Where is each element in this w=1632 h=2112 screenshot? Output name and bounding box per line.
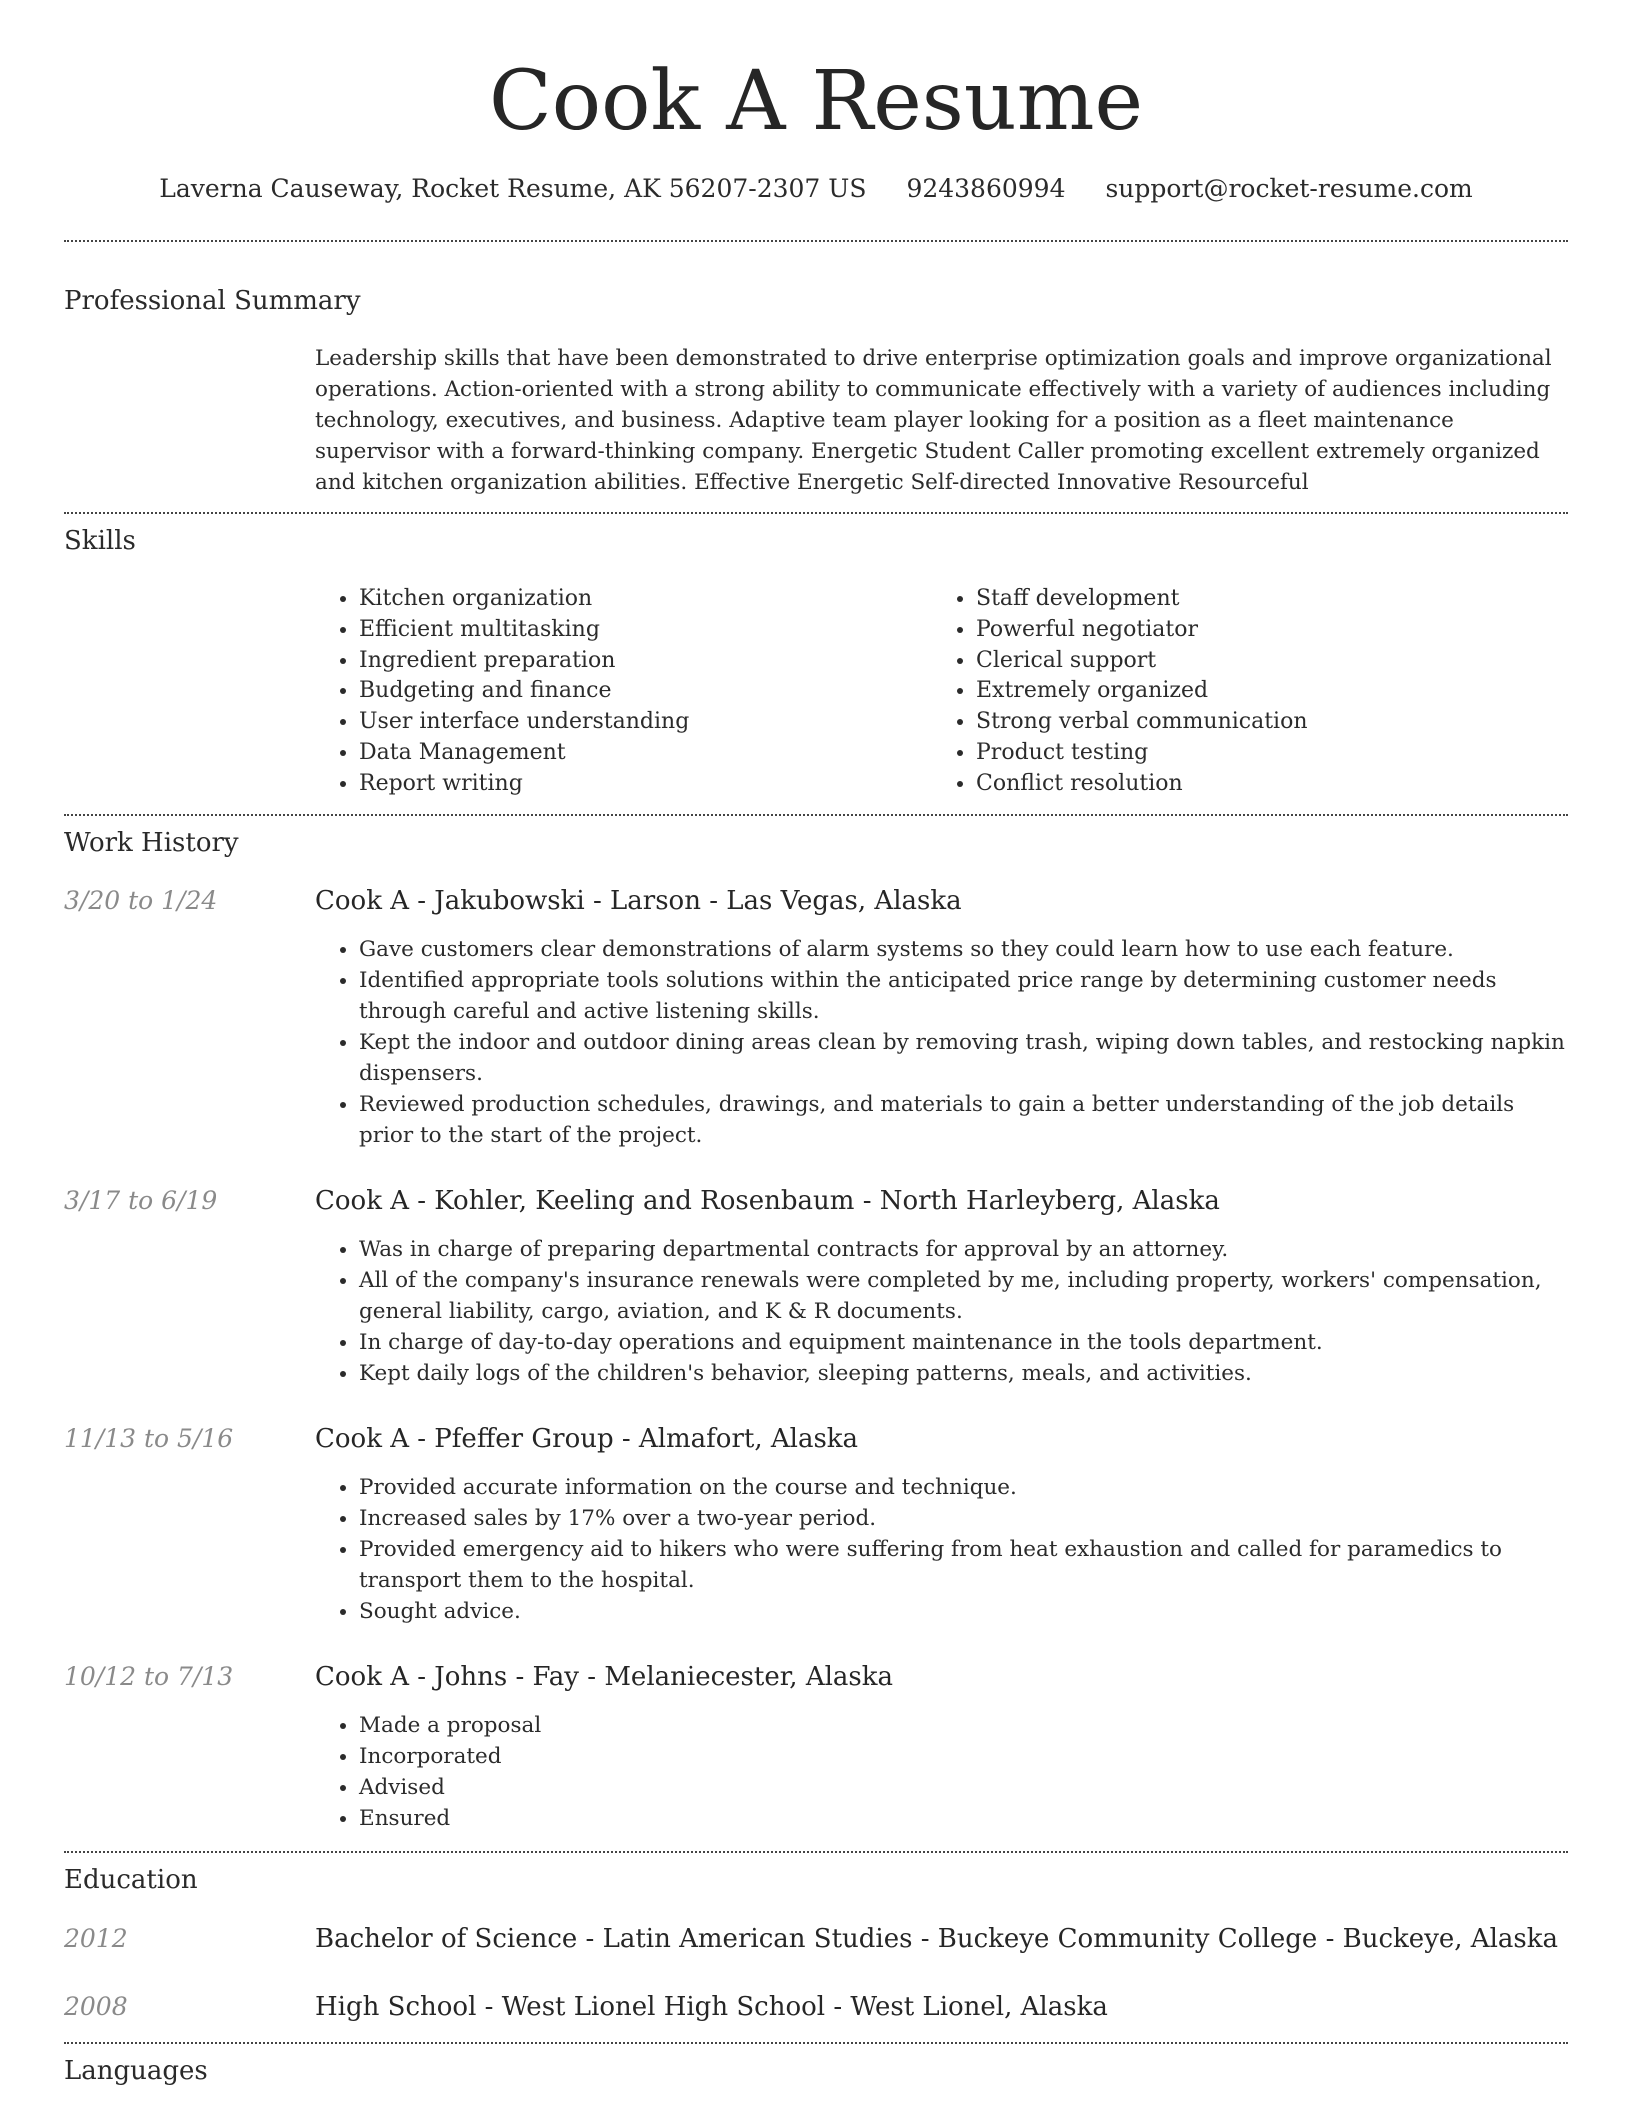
job-date: 11/13 to 5/16 (64, 1424, 234, 1453)
contact-address: Laverna Causeway, Rocket Resume, AK 56207-2307 US (159, 174, 867, 203)
job-title: Cook A - Pfeffer Group - Almafort, Alaska (315, 1424, 859, 1454)
job-date: 10/12 to 7/13 (64, 1662, 234, 1691)
job-bullet: • Sought advice. (359, 1596, 1565, 1627)
job-bullets (315, 1710, 1565, 1834)
education-title: High School - West Lionel High School - West Lionel, Alaska (315, 1992, 1108, 2022)
skill-item: • Extremely organized (976, 676, 1536, 707)
job-title: Cook A - Kohler, Keeling and Rosenbaum - North Harleyberg, Alaska (315, 1186, 1220, 1216)
skill-item: • Kitchen organization (359, 584, 919, 615)
job-bullet: • Increased sales by 17% over a two-year period. (359, 1503, 1565, 1534)
contact-phone: 9243860994 (906, 174, 1066, 203)
job-bullets (315, 934, 1565, 1151)
section-title-education: Education (64, 1865, 198, 1895)
job-bullet: • Gave customers clear demonstrations of alarm systems so they could learn how to use each feature. (359, 934, 1565, 965)
job-bullet: • Identified appropriate tools solutions within the anticipated price range by determining customer needs through careful and active listening skills. (359, 965, 1565, 1027)
job-title: Cook A - Johns - Fay - Melaniecester, Alaska (315, 1662, 894, 1692)
job-bullets (315, 1472, 1565, 1627)
job-date: 3/17 to 6/19 (64, 1186, 218, 1215)
job-bullet: • Ensured (359, 1803, 1565, 1834)
contact-email: support@rocket-resume.com (1105, 174, 1473, 203)
education-title: Bachelor of Science - Latin American Studies - Buckeye Community College - Buckeye, Alaska (315, 1924, 1558, 1954)
skills-column-2 (932, 584, 1536, 800)
job-bullet: • All of the company's insurance renewals were completed by me, including property, workers' compensation, general liability, cargo, aviation, and K & R documents. (359, 1265, 1565, 1327)
skill-item: • User interface understanding (359, 707, 919, 738)
skill-item: • Data Management (359, 738, 919, 769)
skill-item: • Ingredient preparation (359, 646, 919, 677)
divider (64, 814, 1568, 816)
divider (64, 2042, 1568, 2044)
divider (64, 512, 1568, 514)
skill-item: • Product testing (976, 738, 1536, 769)
skill-item: • Budgeting and finance (359, 676, 919, 707)
skill-item: • Report writing (359, 769, 919, 800)
divider (64, 1851, 1568, 1853)
section-title-work: Work History (64, 828, 239, 858)
job-bullet: • Reviewed production schedules, drawings, and materials to gain a better understanding of the job details prior to the start of the project. (359, 1089, 1565, 1151)
job-bullet: • Made a proposal (359, 1710, 1565, 1741)
summary-text: Leadership skills that have been demonstrated to drive enterprise optimization goals and improve organizational operations. Action-oriented with a strong ability to communicate effectively with a variety of audiences including technology, executives, and business. Adaptive team player looking for a position as a fleet maintenance supervisor with a forward-thinking company. Energetic Student Caller promoting excellent extremely organized and kitchen organization abilities. Effective Energetic Self-directed Innovative Resourceful (315, 346, 1552, 495)
job-date: 3/20 to 1/24 (64, 886, 218, 915)
education-date: 2008 (64, 1992, 128, 2021)
education-date: 2012 (64, 1924, 128, 1953)
section-title-skills: Skills (64, 526, 136, 556)
job-bullet: • In charge of day-to-day operations and equipment maintenance in the tools department. (359, 1327, 1565, 1358)
section-title-summary: Professional Summary (64, 286, 361, 316)
job-bullet: • Advised (359, 1772, 1565, 1803)
skill-item: • Strong verbal communication (976, 707, 1536, 738)
job-bullet: • Kept the indoor and outdoor dining areas clean by removing trash, wiping down tables, and restocking napkin dispensers. (359, 1027, 1565, 1089)
divider (64, 240, 1568, 242)
job-title: Cook A - Jakubowski - Larson - Las Vegas, Alaska (315, 886, 962, 916)
skill-item: • Efficient multitasking (359, 615, 919, 646)
job-bullet: • Provided emergency aid to hikers who were suffering from heat exhaustion and called for paramedics to transport them to the hospital. (359, 1534, 1565, 1596)
job-bullet: • Provided accurate information on the course and technique. (359, 1472, 1565, 1503)
skill-item: • Conflict resolution (976, 769, 1536, 800)
contact-line (0, 172, 1632, 206)
skill-item: • Clerical support (976, 646, 1536, 677)
resume-name: Cook A Resume (489, 54, 1143, 149)
job-bullets (315, 1234, 1565, 1389)
job-bullet: • Kept daily logs of the children's behavior, sleeping patterns, meals, and activities. (359, 1358, 1565, 1389)
section-title-languages: Languages (64, 2056, 208, 2086)
job-bullet: • Incorporated (359, 1741, 1565, 1772)
skill-item: • Powerful negotiator (976, 615, 1536, 646)
skills-column-1 (315, 584, 919, 800)
skill-item: • Staff development (976, 584, 1536, 615)
job-bullet: • Was in charge of preparing departmental contracts for approval by an attorney. (359, 1234, 1565, 1265)
